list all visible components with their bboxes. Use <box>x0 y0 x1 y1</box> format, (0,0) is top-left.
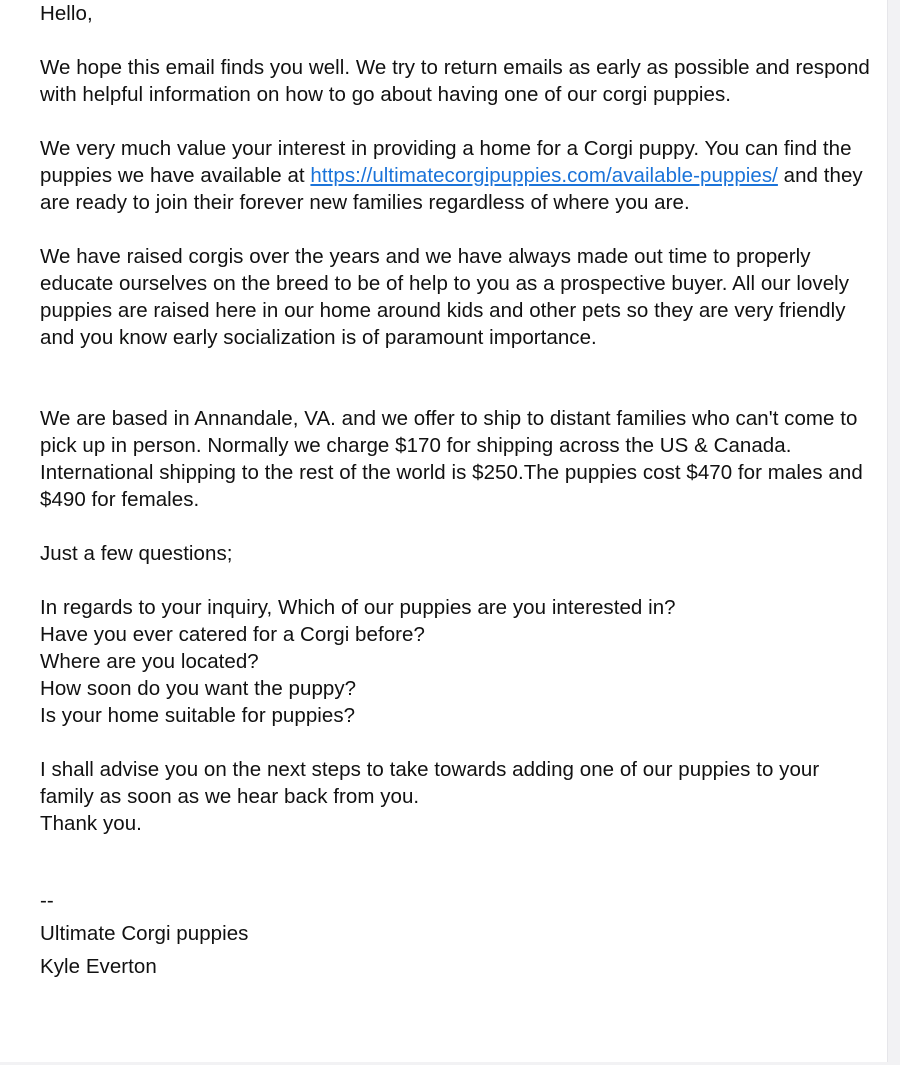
paragraph-availability <box>40 135 870 216</box>
signature-name: Kyle Everton <box>40 955 157 978</box>
paragraph-availability-text-before: We very much value your interest in providing a home for a Corgi puppy. You can find the puppies we have available at <box>40 137 852 187</box>
paragraph-availability-text-after: and they are ready to join their forever new families regardless of where you are. <box>40 164 863 214</box>
greeting-text: Hello, <box>40 2 93 25</box>
paragraph-about-breeder: We have raised corgis over the years and we have always made out time to properly educate ourselves on the breed to be of help to you as a prospective buyer. All our lovely puppies are raised here in our home around kids and other pets so they are very friendly and you know early socialization is of paramount importance. <box>40 245 850 349</box>
paragraph-intro: We hope this email finds you well. We try to return emails as early as possible and respond with helpful information on how to go about having one of our corgi puppies. <box>40 56 870 106</box>
question-item: Is your home suitable for puppies? <box>40 704 356 727</box>
questions-intro: Just a few questions; <box>40 542 233 565</box>
paragraph-closing: I shall advise you on the next steps to take towards adding one of our puppies to your family as soon as we hear back from you. <box>40 758 820 808</box>
question-item: How soon do you want the puppy? <box>40 677 357 700</box>
signature-separator: -- <box>40 889 54 912</box>
question-item: Where are you located? <box>40 650 259 673</box>
available-puppies-link[interactable]: https://ultimatecorgipuppies.com/available-puppies/ <box>310 164 778 187</box>
question-item: In regards to your inquiry, Which of our puppies are you interested in? <box>40 596 676 619</box>
signature-company: Ultimate Corgi puppies <box>40 922 249 945</box>
thank-you-text: Thank you. <box>40 812 142 835</box>
paragraph-shipping-pricing: We are based in Annandale, VA. and we offer to ship to distant families who can't come to pick up in person. Normally we charge $170 for shipping across the US & Canada. International shipping to the rest of the world is $250.The puppies cost $470 for males and $490 for females. <box>40 407 863 511</box>
question-item: Have you ever catered for a Corgi before? <box>40 623 425 646</box>
email-body <box>40 0 870 980</box>
questions-list <box>40 594 870 729</box>
